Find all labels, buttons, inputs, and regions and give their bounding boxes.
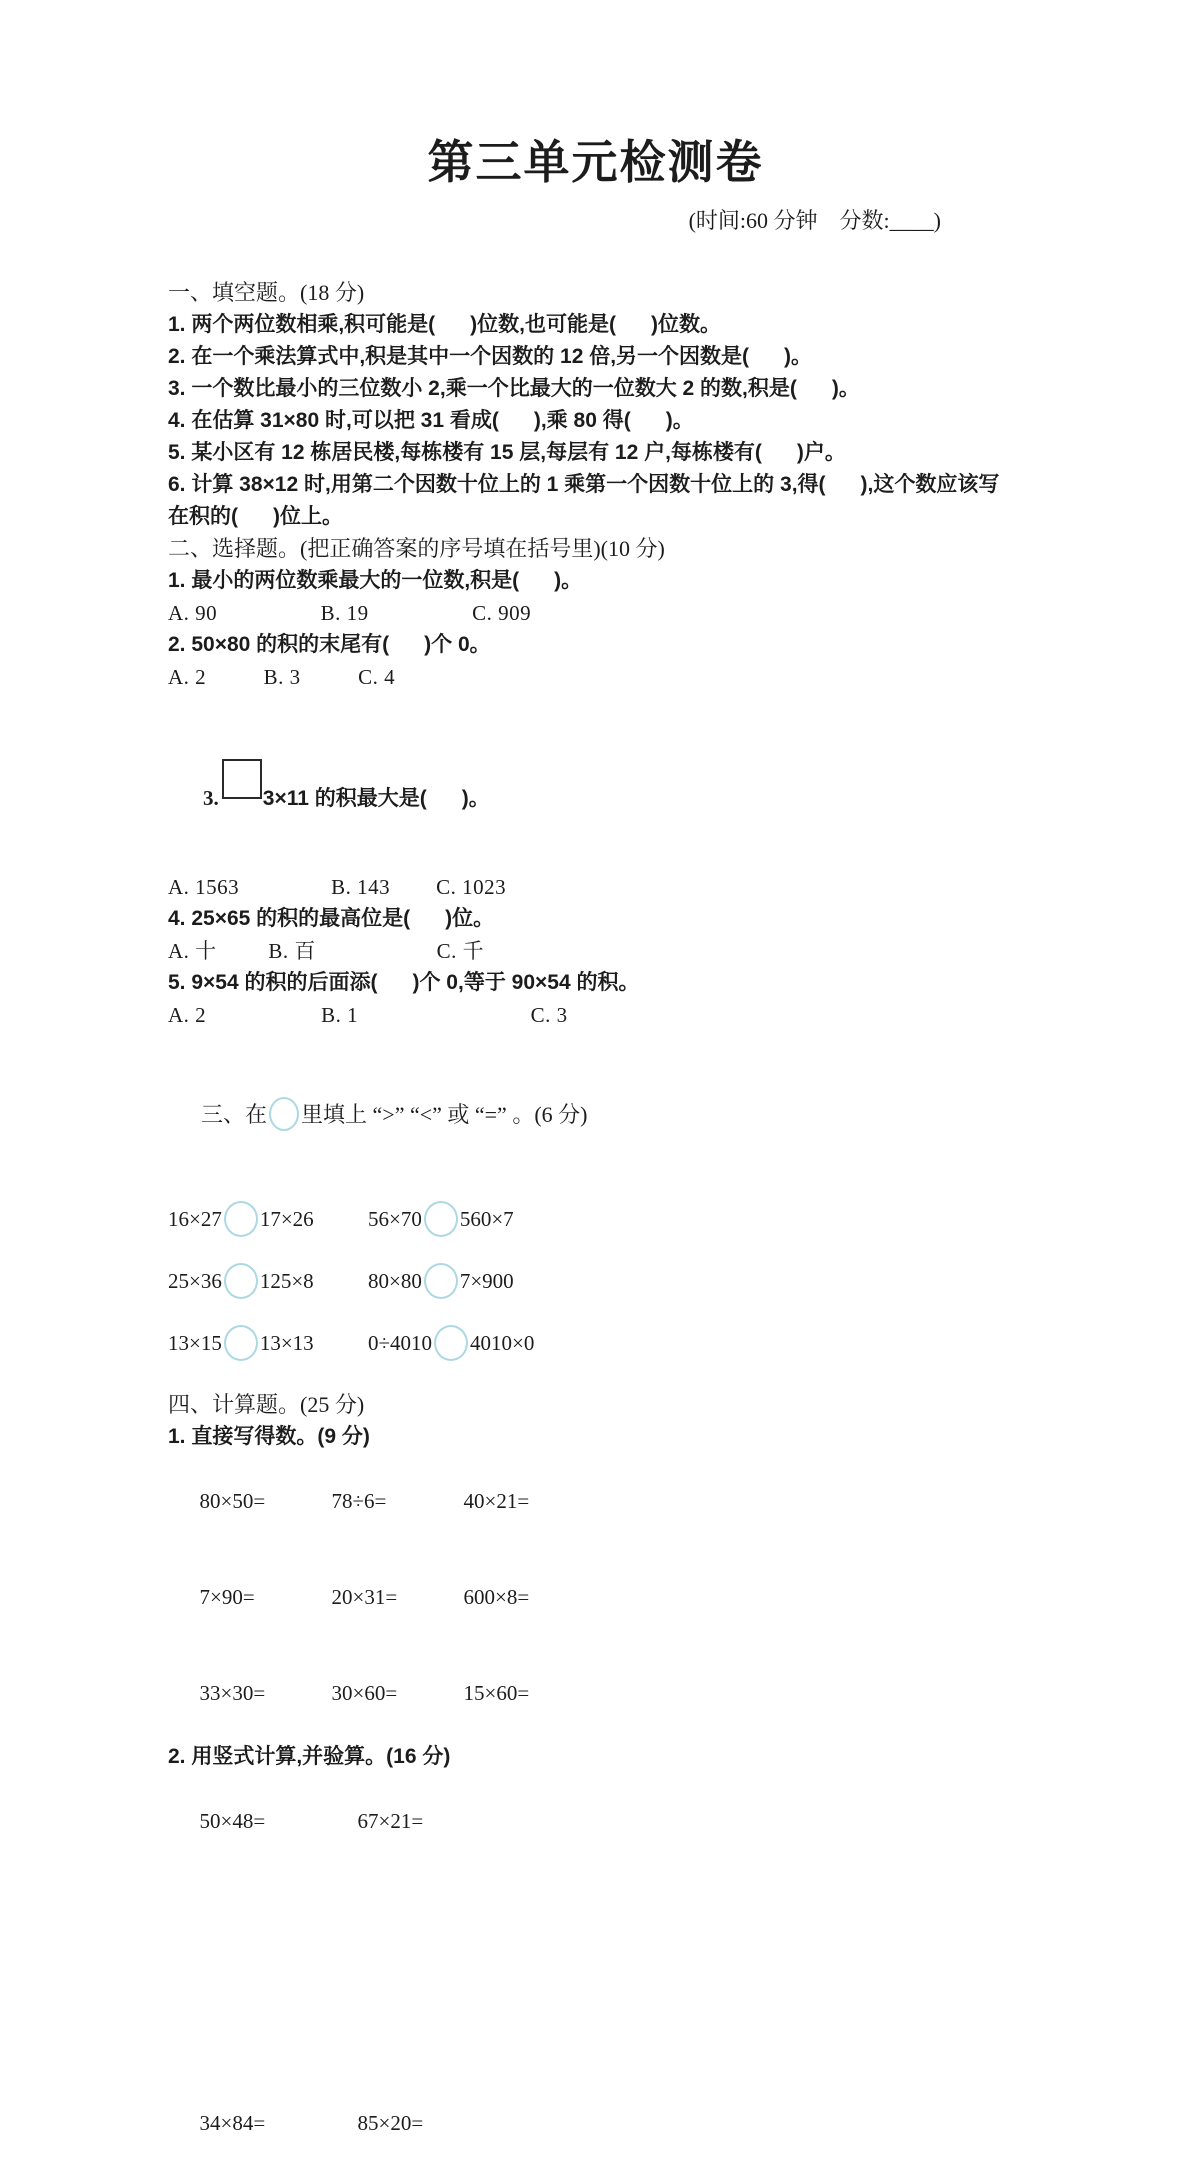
calc-sub2-heading: 2. 用竖式计算,并验算。(16 分): [168, 1745, 451, 1768]
left-expression: 25×36: [168, 1268, 222, 1293]
choice-q2: 2. 50×80 的积的末尾有( )个 0。: [168, 633, 491, 656]
section3-heading-pre: 三、在: [201, 1102, 268, 1127]
math-expression: 40×21=: [463, 1489, 530, 1513]
math-expression: 78÷6=: [331, 1489, 387, 1513]
compare-circle-icon: [224, 1325, 258, 1361]
mental-math-row: [168, 1453, 1051, 1549]
vertical-calc-row: [168, 1773, 1051, 1869]
right-expression: 7×900: [459, 1268, 514, 1293]
right-expression: 17×26: [259, 1206, 314, 1231]
fill-blank-q2: 2. 在一个乘法算式中,积是其中一个因数的 12 倍,另一个因数是( )。: [168, 345, 813, 368]
right-expression: 125×8: [259, 1268, 314, 1293]
mental-math-row: [168, 1645, 1051, 1741]
section3-heading-post: 里填上 “>” “<” 或 “=” 。(6 分): [301, 1102, 588, 1127]
math-expression: 30×60=: [331, 1681, 398, 1705]
choice-q4: 4. 25×65 的积的最高位是( )位。: [168, 907, 495, 930]
right-expression: 560×7: [459, 1206, 514, 1231]
math-expression: 20×31=: [331, 1585, 398, 1609]
fill-blank-q4: 4. 在估算 31×80 时,可以把 31 看成( ),乘 80 得( )。: [168, 409, 694, 432]
math-expression: 50×48=: [199, 1809, 266, 1833]
section1-heading: 一、填空题。(18 分): [168, 280, 365, 305]
choice-q5-options: A. 2 B. 1 C. 3: [168, 1003, 568, 1027]
choice-q1-options: A. 90 B. 19 C. 909: [168, 601, 532, 625]
comparison-pair: [368, 1263, 514, 1299]
math-expression: 600×8=: [463, 1585, 530, 1609]
comparison-pair: [168, 1325, 368, 1361]
choice-q3-number: 3.: [203, 786, 219, 810]
fill-blank-q3: 3. 一个数比最小的三位数小 2,乘一个比最大的一位数大 2 的数,积是( )。: [168, 377, 860, 400]
fill-blank-q1: 1. 两个两位数相乘,积可能是( )位数,也可能是( )位数。: [168, 313, 722, 336]
fill-blank-q6: 6. 计算 38×12 时,用第二个因数十位上的 1 乘第一个因数十位上的 3,得( ),这个数应该写: [168, 473, 1000, 496]
comparison-pair: [168, 1263, 368, 1299]
mental-math-row: [168, 1549, 1051, 1645]
left-expression: 80×80: [368, 1268, 422, 1293]
math-expression: 7×90=: [199, 1585, 255, 1609]
math-expression: 85×20=: [357, 2111, 424, 2135]
choice-q3: [168, 715, 1051, 865]
right-expression: 4010×0: [470, 1330, 535, 1355]
math-expression: 80×50=: [199, 1489, 266, 1513]
compare-circle-icon: [424, 1263, 458, 1299]
comparison-pair: [368, 1201, 514, 1237]
compare-circle-icon: [269, 1097, 299, 1131]
comparison-row: [168, 1263, 1051, 1299]
choice-q2-options: A. 2 B. 3 C. 4: [168, 665, 396, 689]
left-expression: 16×27: [168, 1206, 222, 1231]
page-title: 第三单元检测卷: [427, 137, 764, 188]
choice-q1: 1. 最小的两位数乘最大的一位数,积是( )。: [168, 569, 583, 592]
worksheet-content: [0, 277, 1191, 2171]
compare-circle-icon: [434, 1325, 468, 1361]
left-expression: 13×15: [168, 1330, 222, 1355]
math-expression: 15×60=: [463, 1681, 530, 1705]
compare-circle-icon: [424, 1201, 458, 1237]
right-expression: 13×13: [259, 1330, 314, 1355]
comparison-pair: [368, 1325, 534, 1361]
section3-heading: [168, 1055, 1051, 1175]
choice-q3-text: 3×11 的积最大是( )。: [262, 787, 490, 810]
calc-sub1-heading: 1. 直接写得数。(9 分): [168, 1425, 370, 1448]
math-expression: 34×84=: [199, 2111, 266, 2135]
section2-heading: 二、选择题。(把正确答案的序号填在括号里)(10 分): [168, 536, 665, 561]
comparison-row: [168, 1325, 1051, 1361]
compare-circle-icon: [224, 1263, 258, 1299]
choice-q3-options: A. 1563 B. 143 C. 1023: [168, 875, 507, 899]
worksheet-page: [0, 126, 1191, 2135]
time-score-line: (时间:60 分钟 分数:____): [688, 208, 941, 233]
vertical-calc-row: [168, 2075, 1051, 2171]
choice-q5: 5. 9×54 的积的后面添( )个 0,等于 90×54 的积。: [168, 971, 640, 994]
compare-circle-icon: [224, 1201, 258, 1237]
left-expression: 0÷4010: [368, 1330, 433, 1355]
math-expression: 67×21=: [357, 1809, 424, 1833]
blank-box-icon: [222, 759, 262, 799]
section4-heading: 四、计算题。(25 分): [168, 1392, 365, 1417]
comparison-pair: [168, 1201, 368, 1237]
comparison-row: [168, 1201, 1051, 1237]
fill-blank-q5: 5. 某小区有 12 栋居民楼,每栋楼有 15 层,每层有 12 户,每栋楼有( )户。: [168, 441, 846, 464]
fill-blank-q6-wrap: 在积的( )位上。: [168, 505, 343, 528]
choice-q4-options: A. 十 B. 百 C. 千: [168, 939, 485, 963]
math-expression: 33×30=: [199, 1681, 266, 1705]
left-expression: 56×70: [368, 1206, 422, 1231]
